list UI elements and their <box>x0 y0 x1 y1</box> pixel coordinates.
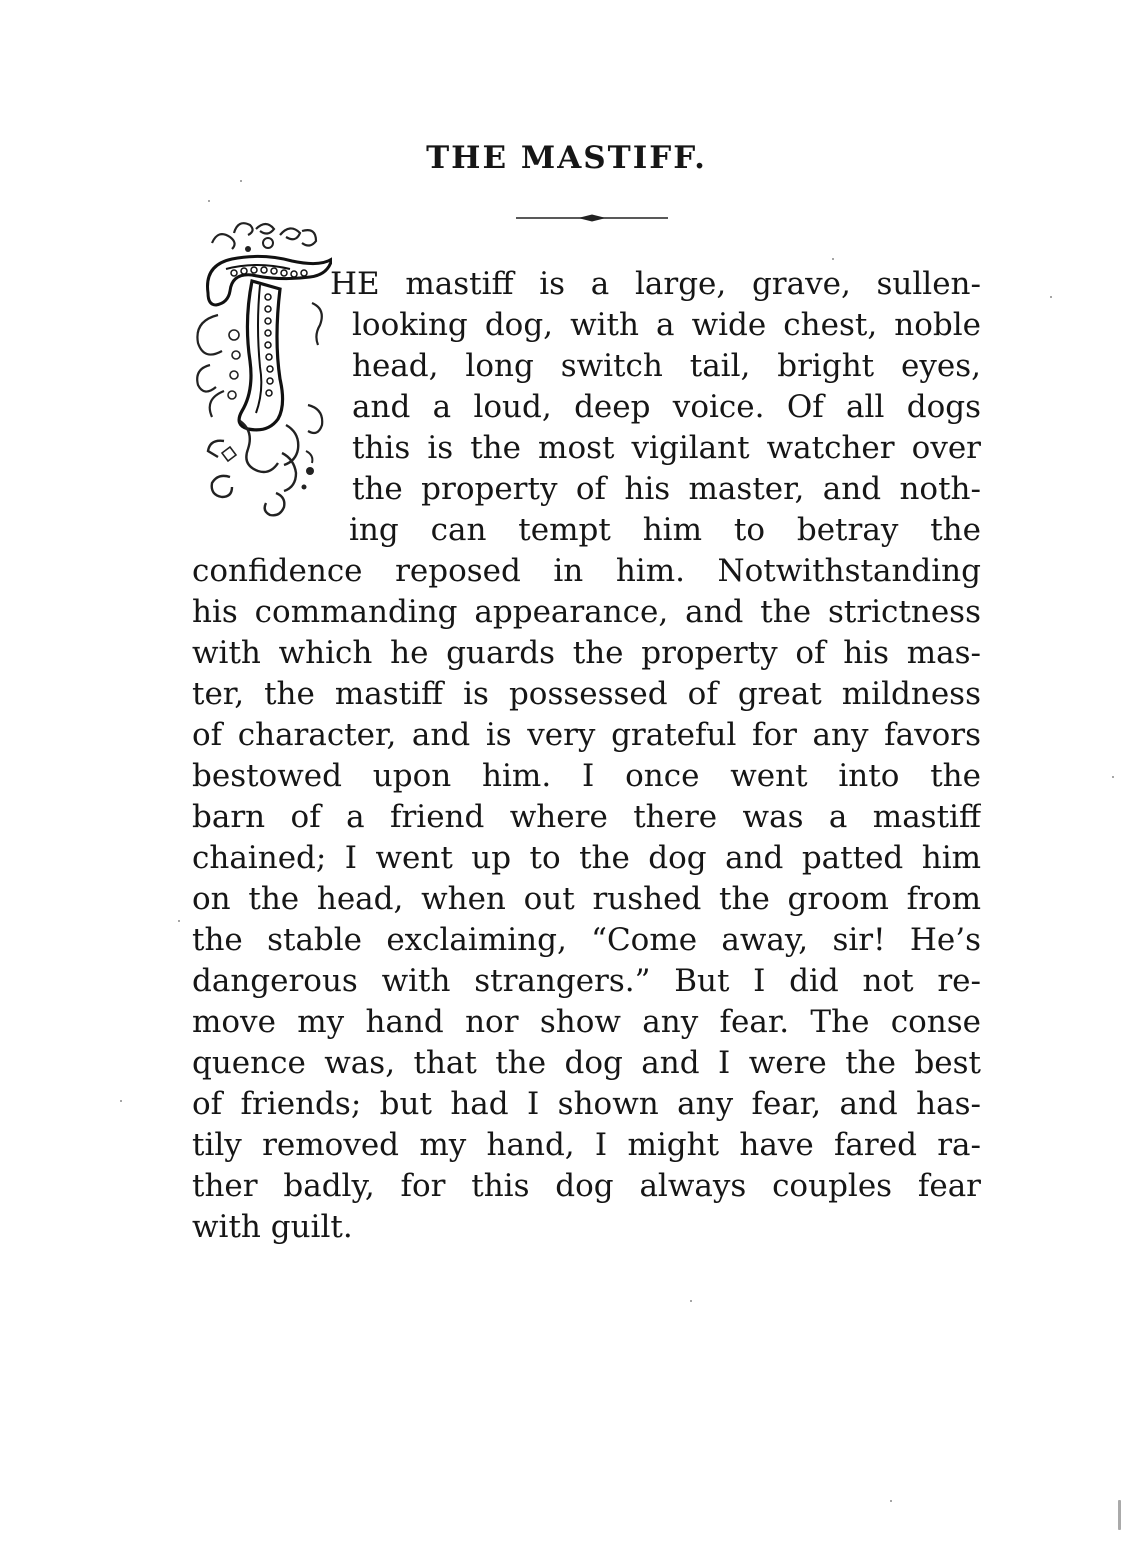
text-line: quence was, that the dog and I were the best <box>192 1045 981 1081</box>
text-line: HE mastiff is a large, grave, sullen- <box>330 266 981 302</box>
ornamental-rule <box>516 212 668 224</box>
paper-speck <box>832 258 834 260</box>
page-edge-mark <box>1118 1500 1121 1530</box>
text-line: tily removed my hand, I might have fared ra- <box>192 1127 981 1163</box>
text-line: the stable exclaiming, “Come away, sir! He’s <box>192 922 981 958</box>
paper-speck <box>1112 776 1114 778</box>
text-line: his commanding appearance, and the strictness <box>192 594 981 630</box>
drop-cap-letter: T <box>191 216 192 217</box>
paper-speck <box>690 1300 692 1302</box>
paper-speck <box>1050 296 1052 298</box>
text-line: and a loud, deep voice. Of all dogs <box>352 389 981 425</box>
text-line: bestowed upon him. I once went into the <box>192 758 981 794</box>
text-line: ter, the mastiff is possessed of great mildness <box>192 676 981 712</box>
text-line: ther badly, for this dog always couples fear <box>192 1168 981 1204</box>
text-line: ing can tempt him to betray the <box>349 512 981 548</box>
paper-speck <box>120 1100 122 1102</box>
text-line: confidence reposed in him. Notwithstanding <box>192 553 981 589</box>
text-line: with guilt. <box>192 1209 353 1245</box>
text-line: with which he guards the property of his mas- <box>192 635 981 671</box>
text-line: barn of a friend where there was a mastiff <box>192 799 981 835</box>
text-line: head, long switch tail, bright eyes, <box>352 348 981 384</box>
text-line: chained; I went up to the dog and patted him <box>192 840 981 876</box>
text-line: this is the most vigilant watcher over <box>352 430 981 466</box>
text-line: the property of his master, and noth- <box>352 471 981 507</box>
text-line: looking dog, with a wide chest, noble <box>352 307 981 343</box>
paper-speck <box>208 200 210 202</box>
text-line: of friends; but had I shown any fear, and has- <box>192 1086 981 1122</box>
text-line: dangerous with strangers.” But I did not re- <box>192 963 981 999</box>
text-line: move my hand nor show any fear. The conse <box>192 1004 981 1040</box>
paper-speck <box>890 1500 892 1502</box>
text-line: on the head, when out rushed the groom from <box>192 881 981 917</box>
decorated-initial-t <box>190 215 332 525</box>
text-line: of character, and is very grateful for any favors <box>192 717 981 753</box>
paper-speck <box>178 920 180 922</box>
paper-speck <box>240 180 242 182</box>
page-title: THE MASTIFF. <box>426 140 707 176</box>
